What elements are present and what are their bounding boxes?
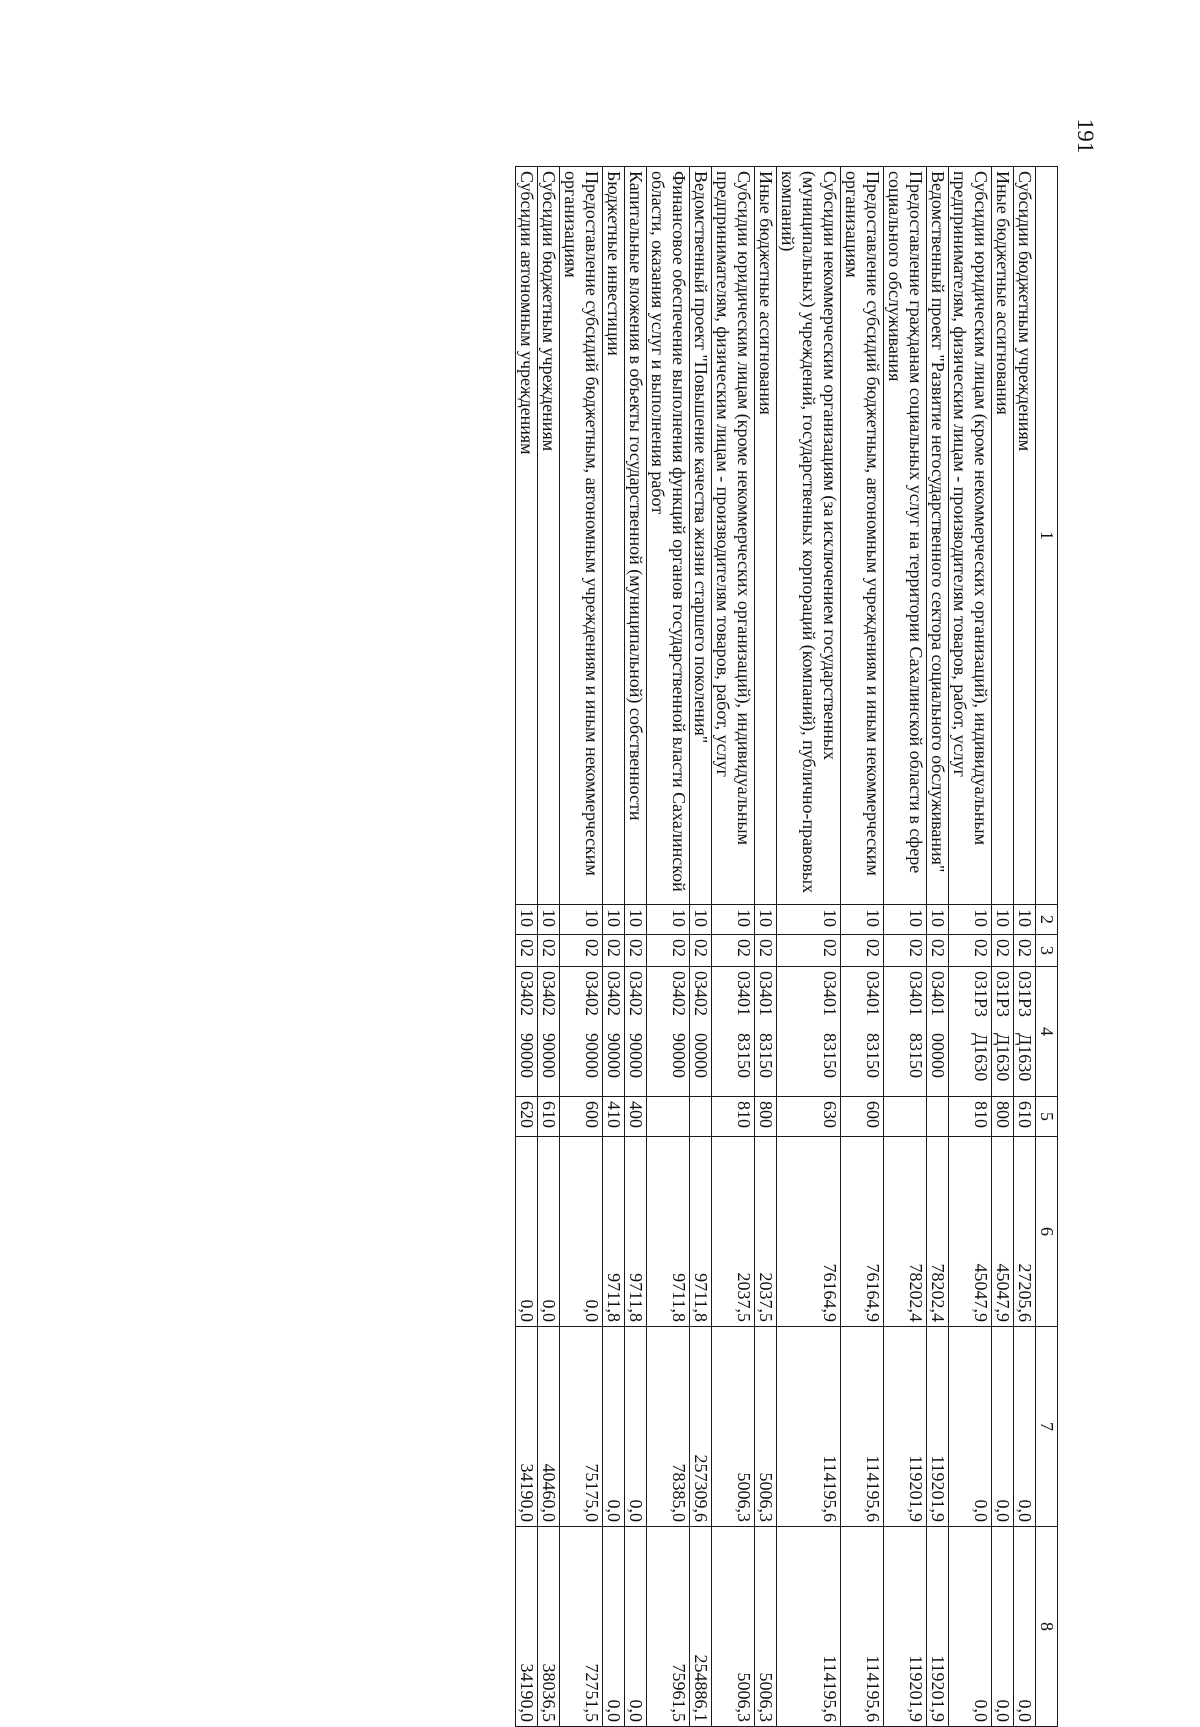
amount-col7-cell: 0,0 xyxy=(949,1327,992,1527)
target-article-part1: 03401 xyxy=(820,971,840,1016)
row-name-cell: Иные бюджетные ассигнования xyxy=(992,167,1014,905)
amount-col8-cell: 72751,5 xyxy=(560,1527,603,1727)
amount-col8-cell: 5006,3 xyxy=(755,1527,777,1727)
amount-col7-cell: 114195,6 xyxy=(841,1327,884,1527)
column-header: 8 xyxy=(1036,1527,1058,1727)
subsection-code-cell: 02 xyxy=(992,935,1014,967)
amount-col7-cell: 5006,3 xyxy=(755,1327,777,1527)
table-row xyxy=(884,167,927,1727)
target-article-part1: 03402 xyxy=(604,971,624,1016)
target-article-part1: 03402 xyxy=(517,971,537,1016)
subsection-code-cell: 02 xyxy=(647,935,690,967)
amount-col7-cell: 75175,0 xyxy=(560,1327,603,1527)
amount-col8-cell: 38036,5 xyxy=(538,1527,560,1727)
section-code-cell: 10 xyxy=(777,905,841,935)
column-number-row xyxy=(1036,167,1058,1727)
expense-type-cell: 800 xyxy=(755,1097,777,1137)
amount-col7-cell: 0,0 xyxy=(603,1327,625,1527)
row-name-cell: Ведомственный проект "Развитие негосударственного сектора социального обслуживания" xyxy=(927,167,949,905)
amount-col6-cell: 76164,9 xyxy=(841,1137,884,1327)
table-row xyxy=(647,167,690,1727)
section-code-cell: 10 xyxy=(516,905,538,935)
target-article-part1: 03401 xyxy=(734,971,754,1016)
target-article-cell xyxy=(777,967,841,1097)
row-name-cell: Субсидии юридическим лицам (кроме некоммерческих организаций), индивидуальным предпринимателям, физическим лицам - производителям товаров, работ, услуг xyxy=(949,167,992,905)
expense-type-cell: 620 xyxy=(516,1097,538,1137)
table-row xyxy=(777,167,841,1727)
budget-table xyxy=(515,166,1058,1727)
target-article-part1: 03401 xyxy=(863,971,883,1016)
section-code-cell: 10 xyxy=(884,905,927,935)
target-article-part2: 83150 xyxy=(863,1033,883,1078)
amount-col6-cell: 0,0 xyxy=(560,1137,603,1327)
table-row xyxy=(625,167,647,1727)
section-code-cell: 10 xyxy=(690,905,712,935)
subsection-code-cell: 02 xyxy=(560,935,603,967)
target-article-cell xyxy=(690,967,712,1097)
row-name-cell: Субсидии некоммерческим организациям (за исключением государственных (муниципальных) учреждений, государственных корпораций (компаний), публично-правовых компаний) xyxy=(777,167,841,905)
expense-type-cell xyxy=(647,1097,690,1137)
target-article-part1: 03401 xyxy=(756,971,776,1016)
table-body xyxy=(516,167,1036,1727)
amount-col6-cell: 78202,4 xyxy=(884,1137,927,1327)
table-row xyxy=(560,167,603,1727)
target-article-part2: 83150 xyxy=(820,1033,840,1078)
row-name-cell: Финансовое обеспечение выполнения функций органов государственной власти Сахалинской области, оказания услуг и выполнения работ xyxy=(647,167,690,905)
amount-col7-cell: 78385,0 xyxy=(647,1327,690,1527)
subsection-code-cell: 02 xyxy=(690,935,712,967)
amount-col6-cell: 27205,6 xyxy=(1014,1137,1036,1327)
amount-col8-cell: 75961,5 xyxy=(647,1527,690,1727)
amount-col7-cell: 0,0 xyxy=(1014,1327,1036,1527)
section-code-cell: 10 xyxy=(560,905,603,935)
section-code-cell: 10 xyxy=(712,905,755,935)
row-name-cell: Субсидии юридическим лицам (кроме некоммерческих организаций), индивидуальным предпринимателям, физическим лицам - производителям товаров, работ, услуг xyxy=(712,167,755,905)
target-article-part2: Д1630 xyxy=(971,1033,991,1082)
section-code-cell: 10 xyxy=(538,905,560,935)
amount-col6-cell: 9711,8 xyxy=(625,1137,647,1327)
row-name-cell: Субсидии бюджетным учреждениям xyxy=(538,167,560,905)
amount-col8-cell: 0,0 xyxy=(625,1527,647,1727)
table-row xyxy=(949,167,992,1727)
target-article-part1: 031Р3 xyxy=(993,971,1013,1018)
row-name-cell: Предоставление субсидий бюджетным, автономным учреждениям и иным некоммерческим организациям xyxy=(560,167,603,905)
rotated-table-wrapper xyxy=(118,166,1058,1726)
column-header: 7 xyxy=(1036,1327,1058,1527)
table-row xyxy=(603,167,625,1727)
section-code-cell: 10 xyxy=(1014,905,1036,935)
target-article-cell xyxy=(603,967,625,1097)
section-code-cell: 10 xyxy=(603,905,625,935)
amount-col6-cell: 2037,5 xyxy=(712,1137,755,1327)
expense-type-cell: 810 xyxy=(949,1097,992,1137)
amount-col6-cell: 45047,9 xyxy=(949,1137,992,1327)
target-article-cell xyxy=(992,967,1014,1097)
expense-type-cell: 410 xyxy=(603,1097,625,1137)
row-name-cell: Капитальные вложения в объекты государственной (муниципальной) собственности xyxy=(625,167,647,905)
amount-col8-cell: 34190,0 xyxy=(516,1527,538,1727)
subsection-code-cell: 02 xyxy=(841,935,884,967)
target-article-part2: 90000 xyxy=(539,1033,559,1078)
subsection-code-cell: 02 xyxy=(884,935,927,967)
expense-type-cell: 600 xyxy=(841,1097,884,1137)
amount-col6-cell: 78202,4 xyxy=(927,1137,949,1327)
amount-col8-cell: 5006,3 xyxy=(712,1527,755,1727)
table-row xyxy=(841,167,884,1727)
section-code-cell: 10 xyxy=(755,905,777,935)
column-header: 2 xyxy=(1036,905,1058,935)
target-article-cell xyxy=(538,967,560,1097)
row-name-cell: Субсидии автономным учреждениям xyxy=(516,167,538,905)
expense-type-cell: 610 xyxy=(1014,1097,1036,1137)
table-row xyxy=(712,167,755,1727)
amount-col7-cell: 257309,6 xyxy=(690,1327,712,1527)
amount-col6-cell: 9711,8 xyxy=(603,1137,625,1327)
amount-col7-cell: 119201,9 xyxy=(884,1327,927,1527)
table-row xyxy=(538,167,560,1727)
target-article-cell xyxy=(1014,967,1036,1097)
subsection-code-cell: 02 xyxy=(1014,935,1036,967)
target-article-part1: 03401 xyxy=(906,971,926,1016)
target-article-part2: 83150 xyxy=(734,1033,754,1078)
target-article-cell xyxy=(712,967,755,1097)
table-row xyxy=(755,167,777,1727)
target-article-part2: Д1630 xyxy=(993,1033,1013,1082)
amount-col7-cell: 40460,0 xyxy=(538,1327,560,1527)
subsection-code-cell: 02 xyxy=(777,935,841,967)
target-article-cell xyxy=(560,967,603,1097)
expense-type-cell xyxy=(927,1097,949,1137)
column-header: 3 xyxy=(1036,935,1058,967)
expense-type-cell: 600 xyxy=(560,1097,603,1137)
subsection-code-cell: 02 xyxy=(603,935,625,967)
target-article-part1: 03402 xyxy=(691,971,711,1016)
target-article-part2: 90000 xyxy=(669,1033,689,1078)
amount-col6-cell: 9711,8 xyxy=(647,1137,690,1327)
row-name-cell: Предоставление субсидий бюджетным, автономным учреждениям и иным некоммерческим организациям xyxy=(841,167,884,905)
target-article-cell xyxy=(647,967,690,1097)
target-article-cell xyxy=(625,967,647,1097)
expense-type-cell: 810 xyxy=(712,1097,755,1137)
amount-col8-cell: 254886,1 xyxy=(690,1527,712,1727)
amount-col8-cell: 114195,6 xyxy=(841,1527,884,1727)
amount-col7-cell: 0,0 xyxy=(992,1327,1014,1527)
target-article-cell xyxy=(841,967,884,1097)
section-code-cell: 10 xyxy=(647,905,690,935)
amount-col6-cell: 2037,5 xyxy=(755,1137,777,1327)
amount-col8-cell: 0,0 xyxy=(949,1527,992,1727)
section-code-cell: 10 xyxy=(625,905,647,935)
amount-col8-cell: 114195,6 xyxy=(777,1527,841,1727)
row-name-cell: Субсидии бюджетным учреждениям xyxy=(1014,167,1036,905)
amount-col7-cell: 0,0 xyxy=(625,1327,647,1527)
page-number: 191 xyxy=(1073,118,1098,154)
target-article-part1: 03401 xyxy=(928,971,948,1016)
amount-col7-cell: 114195,6 xyxy=(777,1327,841,1527)
subsection-code-cell: 02 xyxy=(949,935,992,967)
target-article-part2: Д1630 xyxy=(1015,1033,1035,1082)
table-row xyxy=(1014,167,1036,1727)
target-article-part1: 03402 xyxy=(669,971,689,1016)
target-article-part1: 031Р3 xyxy=(971,971,991,1018)
target-article-part2: 90000 xyxy=(582,1033,602,1078)
subsection-code-cell: 02 xyxy=(625,935,647,967)
section-code-cell: 10 xyxy=(992,905,1014,935)
amount-col8-cell: 0,0 xyxy=(1014,1527,1036,1727)
target-article-part1: 03402 xyxy=(539,971,559,1016)
section-code-cell: 10 xyxy=(949,905,992,935)
expense-type-cell: 630 xyxy=(777,1097,841,1137)
expense-type-cell: 400 xyxy=(625,1097,647,1137)
row-name-cell: Ведомственный проект "Повышение качества жизни старшего поколения" xyxy=(690,167,712,905)
subsection-code-cell: 02 xyxy=(712,935,755,967)
amount-col7-cell: 34190,0 xyxy=(516,1327,538,1527)
expense-type-cell xyxy=(690,1097,712,1137)
amount-col8-cell: 119201,9 xyxy=(884,1527,927,1727)
section-code-cell: 10 xyxy=(927,905,949,935)
column-header: 5 xyxy=(1036,1097,1058,1137)
amount-col8-cell: 119201,9 xyxy=(927,1527,949,1727)
amount-col6-cell: 0,0 xyxy=(516,1137,538,1327)
target-article-part2: 83150 xyxy=(906,1033,926,1078)
amount-col7-cell: 5006,3 xyxy=(712,1327,755,1527)
target-article-part2: 90000 xyxy=(626,1033,646,1078)
amount-col8-cell: 0,0 xyxy=(603,1527,625,1727)
table-row xyxy=(927,167,949,1727)
column-header: 4 xyxy=(1036,967,1058,1097)
amount-col8-cell: 0,0 xyxy=(992,1527,1014,1727)
subsection-code-cell: 02 xyxy=(516,935,538,967)
target-article-part1: 03402 xyxy=(626,971,646,1016)
target-article-part2: 90000 xyxy=(604,1033,624,1078)
target-article-cell xyxy=(927,967,949,1097)
target-article-cell xyxy=(884,967,927,1097)
section-code-cell: 10 xyxy=(841,905,884,935)
target-article-part1: 03402 xyxy=(582,971,602,1016)
expense-type-cell xyxy=(884,1097,927,1137)
amount-col6-cell: 9711,8 xyxy=(690,1137,712,1327)
subsection-code-cell: 02 xyxy=(755,935,777,967)
amount-col6-cell: 45047,9 xyxy=(992,1137,1014,1327)
amount-col6-cell: 0,0 xyxy=(538,1137,560,1327)
amount-col6-cell: 76164,9 xyxy=(777,1137,841,1327)
subsection-code-cell: 02 xyxy=(538,935,560,967)
target-article-part2: 00000 xyxy=(928,1033,948,1078)
row-name-cell: Бюджетные инвестиции xyxy=(603,167,625,905)
row-name-cell: Предоставление гражданам социальных услуг на территории Сахалинской области в сфере социального обслуживания xyxy=(884,167,927,905)
target-article-cell xyxy=(949,967,992,1097)
amount-col7-cell: 119201,9 xyxy=(927,1327,949,1527)
row-name-cell: Иные бюджетные ассигнования xyxy=(755,167,777,905)
table-row xyxy=(992,167,1014,1727)
expense-type-cell: 610 xyxy=(538,1097,560,1137)
table-row xyxy=(690,167,712,1727)
target-article-cell xyxy=(516,967,538,1097)
column-header: 6 xyxy=(1036,1137,1058,1327)
target-article-part2: 83150 xyxy=(756,1033,776,1078)
target-article-cell xyxy=(755,967,777,1097)
subsection-code-cell: 02 xyxy=(927,935,949,967)
target-article-part2: 90000 xyxy=(517,1033,537,1078)
target-article-part1: 031Р3 xyxy=(1015,971,1035,1018)
column-header: 1 xyxy=(1036,167,1058,905)
target-article-part2: 00000 xyxy=(691,1033,711,1078)
expense-type-cell: 800 xyxy=(992,1097,1014,1137)
table-row xyxy=(516,167,538,1727)
